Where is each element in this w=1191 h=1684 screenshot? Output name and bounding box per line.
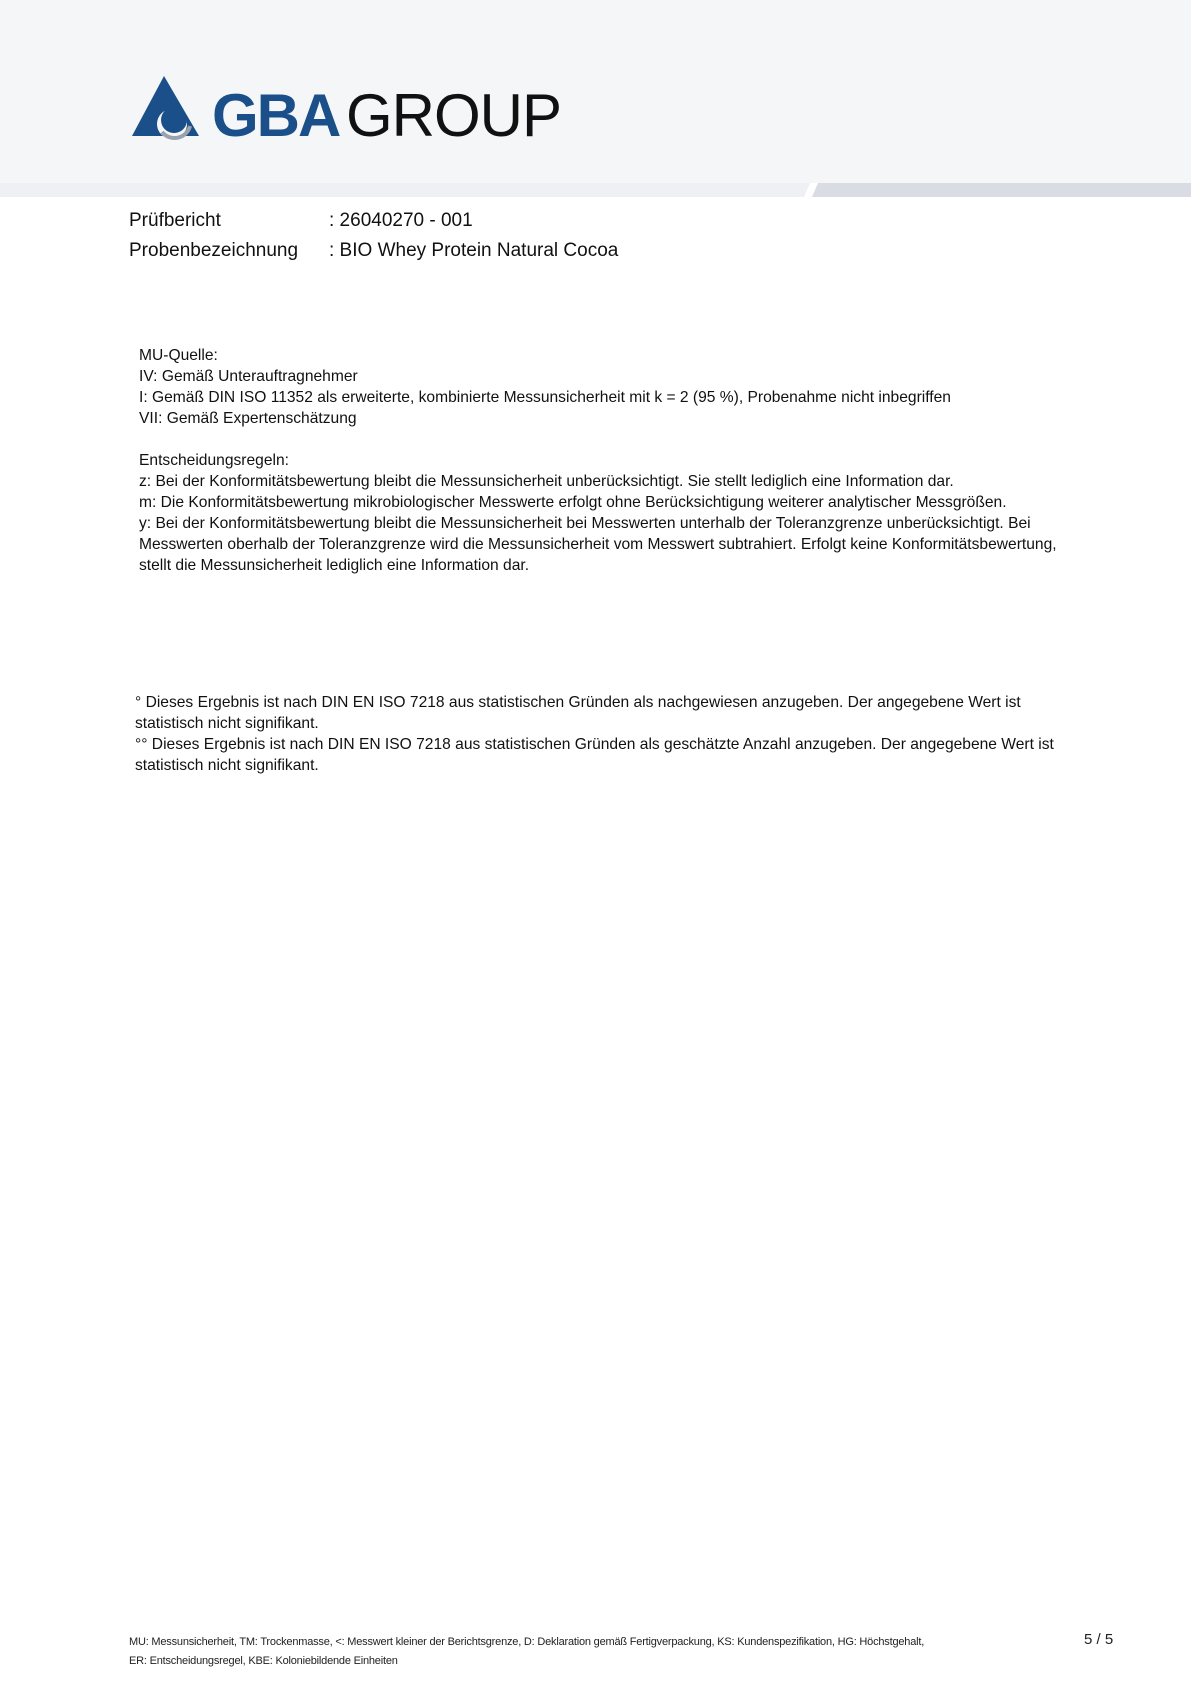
decision-rules-title: Entscheidungsregeln: (139, 452, 289, 469)
decision-rules-section (139, 450, 1079, 576)
report-label: Prüfbericht (129, 210, 221, 231)
decision-rule-line: z: Bei der Konformitätsbewertung bleibt die Messunsicherheit unberücksichtigt. Sie stellt lediglich eine Information dar. (139, 473, 954, 490)
mu-source-title: MU-Quelle: (139, 347, 218, 364)
report-number: : 26040270 - 001 (329, 210, 473, 231)
footer-legend (129, 1633, 1009, 1671)
svg-text:GROUP: GROUP (346, 82, 562, 144)
mu-source-line: IV: Gemäß Unterauftragnehmer (139, 368, 358, 385)
footer-legend-line: MU: Messunsicherheit, TM: Trockenmasse, <: Messwert kleiner der Berichtsgrenze, D: Deklaration gemäß Fertigverpackung, KS: Kundenspezifikation, HG: Höchstgehalt, (129, 1636, 925, 1648)
footnote: °° Dieses Ergebnis ist nach DIN EN ISO 7218 aus statistischen Gründen als geschätzte Anzahl anzugeben. Der angegebene Wert ist statistisch nicht signifikant. (135, 736, 1054, 774)
mu-source-line: VII: Gemäß Expertenschätzung (139, 410, 357, 427)
sample-label: Probenbezeichnung (129, 240, 299, 261)
sample-name: : BIO Whey Protein Natural Cocoa (329, 240, 619, 261)
svg-text:GBA: GBA (212, 82, 340, 144)
footer-legend-line: ER: Entscheidungsregel, KBE: Koloniebildende Einheiten (129, 1655, 398, 1667)
mu-source-line: I: Gemäß DIN ISO 11352 als erweiterte, kombinierte Messunsicherheit mit k = 2 (95 %), Probenahme nicht inbegriffen (139, 389, 951, 406)
header-stripe (0, 183, 1191, 197)
footnote: ° Dieses Ergebnis ist nach DIN EN ISO 7218 aus statistischen Gründen als nachgewiesen anzugeben. Der angegebene Wert ist statistisch nicht signifikant. (135, 694, 1021, 732)
gba-group-logo (132, 76, 562, 144)
page-number: 5 / 5 (1084, 1631, 1114, 1648)
decision-rule-line: m: Die Konformitätsbewertung mikrobiologischer Messwerte erfolgt ohne Berücksichtigung weiterer analytischer Messgrößen. (139, 494, 1007, 511)
mu-source-section (139, 345, 1079, 429)
decision-rule-line: y: Bei der Konformitätsbewertung bleibt die Messunsicherheit bei Messwerten unterhalb der Toleranzgrenze unberücksichtigt. Bei Messwerten oberhalb der Toleranzgrenze wird die Messunsicherheit vom Messwert subtrahiert. Erfolgt keine Konformitätsbewertung, stellt die Messunsicherheit lediglich eine Information dar. (139, 515, 1057, 574)
footnotes-section (135, 692, 1080, 776)
